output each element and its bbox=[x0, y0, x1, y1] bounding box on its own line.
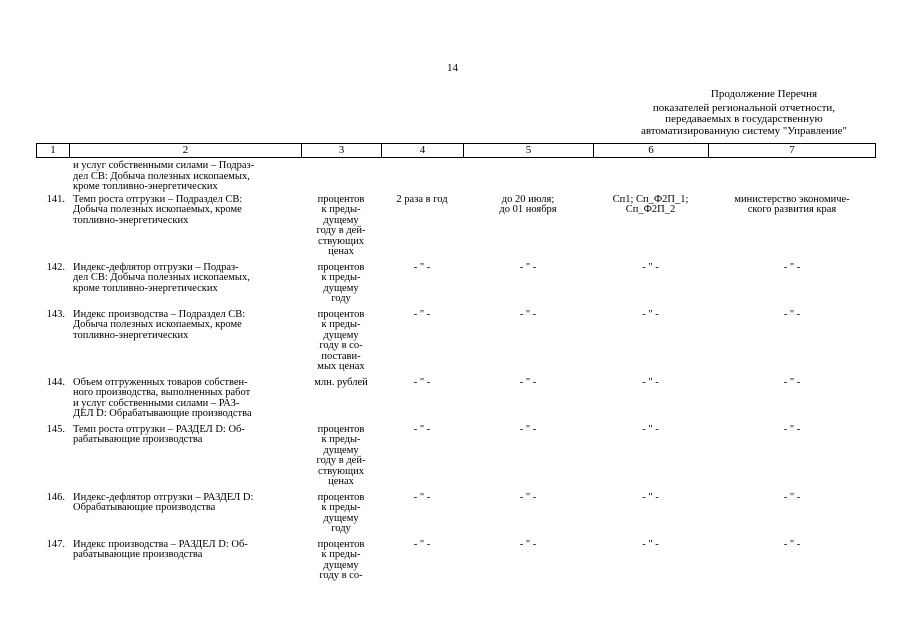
unit-of-measure-cell bbox=[301, 378, 381, 389]
frequency-cell bbox=[381, 263, 463, 274]
row-number-cell bbox=[36, 263, 69, 274]
report-form-cell bbox=[593, 378, 708, 389]
indicator-name-cell bbox=[69, 378, 301, 420]
continuation-line: Продолжение Перечня bbox=[710, 88, 818, 100]
frequency-cell bbox=[381, 378, 463, 389]
indicator-name-cell bbox=[69, 195, 301, 227]
row-number-text: 141. bbox=[46, 193, 65, 205]
responsible-body-text: - " - bbox=[783, 376, 801, 388]
indicator-name-text: ного производства, выполненных работ bbox=[73, 387, 251, 398]
deadline-text: - " - bbox=[519, 491, 537, 503]
column-header-1: 1 bbox=[37, 144, 70, 157]
deadline-cell bbox=[463, 425, 593, 436]
unit-of-measure-text: дущему bbox=[323, 329, 359, 341]
unit-of-measure-cell bbox=[301, 540, 381, 582]
unit-of-measure-text: постави- bbox=[321, 350, 361, 362]
unit-of-measure-text: ствующих bbox=[318, 465, 364, 477]
frequency-cell bbox=[381, 310, 463, 321]
table-row bbox=[36, 263, 876, 310]
indicator-name-text: дел СВ: Добыча полезных ископаемых, bbox=[73, 272, 250, 283]
frequency-text: - " - bbox=[413, 423, 431, 435]
frequency-cell bbox=[381, 540, 463, 551]
table-row bbox=[36, 195, 876, 263]
unit-of-measure-cell bbox=[301, 310, 381, 373]
column-header-5: 5 bbox=[464, 144, 594, 157]
indicator-name-text: топливно-энергетических bbox=[73, 214, 189, 226]
responsible-body-cell bbox=[708, 425, 876, 436]
indicator-name-text: рабатывающие производства bbox=[73, 549, 203, 560]
frequency-text: - " - bbox=[413, 261, 431, 273]
row-number-cell bbox=[36, 540, 69, 551]
table-row bbox=[36, 425, 876, 493]
indicator-name-text: Индекс производства – РАЗДЕЛ D: Об- bbox=[73, 538, 248, 550]
indicator-name-text: и услуг собственными силами – Подраз- bbox=[73, 160, 255, 171]
row-number-text: 143. bbox=[46, 308, 65, 320]
unit-of-measure-text: процентов bbox=[317, 491, 365, 503]
deadline-text: - " - bbox=[519, 261, 537, 273]
indicator-name-cell bbox=[69, 310, 301, 342]
frequency-text: - " - bbox=[413, 308, 431, 320]
responsible-body-cell bbox=[708, 493, 876, 504]
indicator-name-cell bbox=[69, 493, 301, 514]
responsible-body-text: - " - bbox=[783, 308, 801, 320]
column-header-6: 6 bbox=[594, 144, 709, 157]
responsible-body-text: министерство экономиче- bbox=[734, 193, 850, 205]
responsible-body-cell bbox=[708, 195, 876, 216]
unit-of-measure-text: процентов bbox=[317, 423, 365, 435]
row-number-text: 146. bbox=[46, 491, 65, 503]
row-number-cell bbox=[36, 425, 69, 436]
responsible-body-cell bbox=[708, 310, 876, 321]
row-number-cell bbox=[36, 493, 69, 504]
column-header-7: 7 bbox=[789, 144, 795, 156]
unit-of-measure-text: дущему bbox=[323, 214, 359, 226]
unit-of-measure-text: ценах bbox=[328, 476, 354, 487]
unit-of-measure-text: дущему bbox=[323, 559, 359, 571]
indicator-name-cell bbox=[69, 540, 301, 561]
indicator-name-text: Добыча полезных ископаемых, кроме bbox=[73, 204, 242, 215]
report-form-text: - " - bbox=[642, 423, 659, 435]
indicator-name-text: кроме топливно-энергетических bbox=[73, 181, 218, 192]
indicator-name-text: Индекс-дефлятор отгрузки – Подраз- bbox=[73, 261, 239, 273]
unit-of-measure-text: к преды- bbox=[321, 434, 361, 445]
responsible-body-text: - " - bbox=[783, 261, 801, 273]
row-number-cell bbox=[36, 378, 69, 389]
indicator-name-cell bbox=[69, 425, 301, 446]
report-form-text: Сп1; Сп_Ф2П_1; bbox=[612, 193, 689, 205]
table-row bbox=[36, 310, 876, 378]
unit-of-measure-text: процентов bbox=[317, 538, 365, 550]
row-number-text: 147. bbox=[46, 538, 65, 550]
continuation-line: автоматизированную систему "Управление" bbox=[640, 124, 848, 137]
indicator-name-text: дел СВ: Добыча полезных ископаемых, bbox=[73, 170, 250, 182]
responsible-body-text: - " - bbox=[783, 491, 801, 503]
unit-of-measure-cell bbox=[301, 493, 381, 535]
report-form-text: Сп_Ф2П_2 bbox=[625, 204, 676, 215]
report-form-cell bbox=[593, 195, 708, 216]
responsible-body-cell bbox=[708, 263, 876, 274]
row-number-cell bbox=[36, 310, 69, 321]
frequency-text: - " - bbox=[413, 376, 431, 388]
row-number-text: 142. bbox=[46, 261, 65, 273]
deadline-text: до 01 ноября bbox=[499, 204, 557, 215]
deadline-cell bbox=[463, 195, 593, 216]
report-form-cell bbox=[593, 493, 708, 504]
unit-of-measure-text: году в со- bbox=[319, 570, 363, 581]
unit-of-measure-text: процентов bbox=[317, 193, 365, 205]
column-header-4: 4 bbox=[382, 144, 464, 157]
indicator-name-text: и услуг собственными силами – РАЗ- bbox=[73, 397, 240, 409]
indicator-name-text: Обрабатывающие производства bbox=[73, 502, 216, 513]
unit-of-measure-text: к преды- bbox=[321, 502, 361, 513]
table-header-row bbox=[36, 143, 876, 158]
deadline-text: - " - bbox=[519, 423, 537, 435]
unit-of-measure-text: ценах bbox=[328, 246, 354, 257]
indicator-name-text: Темп роста отгрузки – Подраздел СВ: bbox=[73, 193, 243, 205]
indicator-name-text: Темп роста отгрузки – РАЗДЕЛ D: Об- bbox=[73, 423, 245, 435]
indicator-name-text: Добыча полезных ископаемых, кроме bbox=[73, 319, 242, 330]
continuation-line: показателей региональной отчетности, bbox=[652, 101, 836, 114]
indicator-name-text: ДЕЛ D: Обрабатывающие производства bbox=[73, 408, 252, 419]
unit-of-measure-text: году bbox=[331, 293, 351, 304]
unit-of-measure-text: мых ценах bbox=[317, 361, 365, 372]
unit-of-measure-text: млн. рублей bbox=[314, 376, 368, 388]
row-number-text: 144. bbox=[46, 376, 65, 388]
responsible-body-text: - " - bbox=[783, 538, 801, 550]
report-form-text: - " - bbox=[642, 376, 659, 388]
unit-of-measure-text: к преды- bbox=[321, 549, 361, 560]
table-body bbox=[36, 161, 876, 587]
deadline-cell bbox=[463, 378, 593, 389]
unit-of-measure-text: дущему bbox=[323, 512, 359, 524]
unit-of-measure-text: процентов bbox=[317, 261, 365, 273]
responsible-body-text: ского развития края bbox=[747, 204, 837, 215]
responsible-body-cell bbox=[708, 540, 876, 551]
report-form-text: - " - bbox=[642, 491, 659, 503]
indicator-name-text: Объем отгруженных товаров собствен- bbox=[73, 376, 248, 388]
responsible-body-cell bbox=[708, 378, 876, 389]
unit-of-measure-cell bbox=[301, 425, 381, 488]
deadline-text: - " - bbox=[519, 376, 537, 388]
column-header-3: 3 bbox=[302, 144, 382, 157]
report-form-cell bbox=[593, 263, 708, 274]
unit-of-measure-text: дущему bbox=[323, 444, 359, 456]
deadline-text: - " - bbox=[519, 308, 537, 320]
frequency-cell bbox=[381, 493, 463, 504]
report-form-text: - " - bbox=[642, 308, 659, 320]
deadline-cell bbox=[463, 540, 593, 551]
row-number-text: 145. bbox=[46, 423, 65, 435]
frequency-cell bbox=[381, 195, 463, 206]
indicator-name-text: Индекс-дефлятор отгрузки – РАЗДЕЛ D: bbox=[73, 491, 254, 503]
indicator-name-text: кроме топливно-энергетических bbox=[73, 282, 218, 294]
table-row bbox=[36, 493, 876, 540]
unit-of-measure-text: к преды- bbox=[321, 319, 361, 330]
unit-of-measure-text: процентов bbox=[317, 308, 365, 320]
deadline-text: до 20 июля; bbox=[501, 193, 555, 205]
responsible-body-text: - " - bbox=[783, 423, 801, 435]
indicator-name-cell bbox=[69, 263, 301, 295]
frequency-text: - " - bbox=[413, 538, 431, 550]
report-form-text: - " - bbox=[642, 538, 659, 550]
column-header-2: 2 bbox=[70, 144, 302, 157]
unit-of-measure-cell bbox=[301, 195, 381, 258]
frequency-text: - " - bbox=[413, 491, 431, 503]
unit-of-measure-text: году в со- bbox=[319, 340, 363, 351]
frequency-text: 2 раза в год bbox=[396, 193, 448, 205]
deadline-cell bbox=[463, 310, 593, 321]
indicator-name-text: топливно-энергетических bbox=[73, 329, 189, 341]
unit-of-measure-text: ствующих bbox=[318, 235, 364, 247]
unit-of-measure-text: году bbox=[331, 523, 351, 534]
unit-of-measure-text: году в дей- bbox=[316, 225, 366, 236]
table-row bbox=[36, 161, 876, 195]
continuation-heading bbox=[610, 89, 878, 137]
continuation-line: передаваемых в государственную bbox=[665, 113, 823, 125]
indicator-name-text: рабатывающие производства bbox=[73, 434, 203, 445]
table-row bbox=[36, 540, 876, 587]
unit-of-measure-cell bbox=[301, 263, 381, 305]
indicator-name-text: Индекс производства – Подраздел СВ: bbox=[73, 308, 246, 320]
deadline-text: - " - bbox=[519, 538, 537, 550]
unit-of-measure-text: году в дей- bbox=[316, 455, 366, 466]
deadline-cell bbox=[463, 493, 593, 504]
deadline-cell bbox=[463, 263, 593, 274]
unit-of-measure-text: дущему bbox=[323, 282, 359, 294]
unit-of-measure-text: к преды- bbox=[321, 204, 361, 215]
report-form-cell bbox=[593, 540, 708, 551]
report-form-cell bbox=[593, 310, 708, 321]
page-number: 14 bbox=[447, 62, 458, 74]
frequency-cell bbox=[381, 425, 463, 436]
table-row bbox=[36, 378, 876, 425]
indicator-name-cell bbox=[69, 161, 301, 193]
row-number-cell bbox=[36, 195, 69, 206]
unit-of-measure-text: к преды- bbox=[321, 272, 361, 283]
report-form-text: - " - bbox=[642, 261, 659, 273]
report-form-cell bbox=[593, 425, 708, 436]
